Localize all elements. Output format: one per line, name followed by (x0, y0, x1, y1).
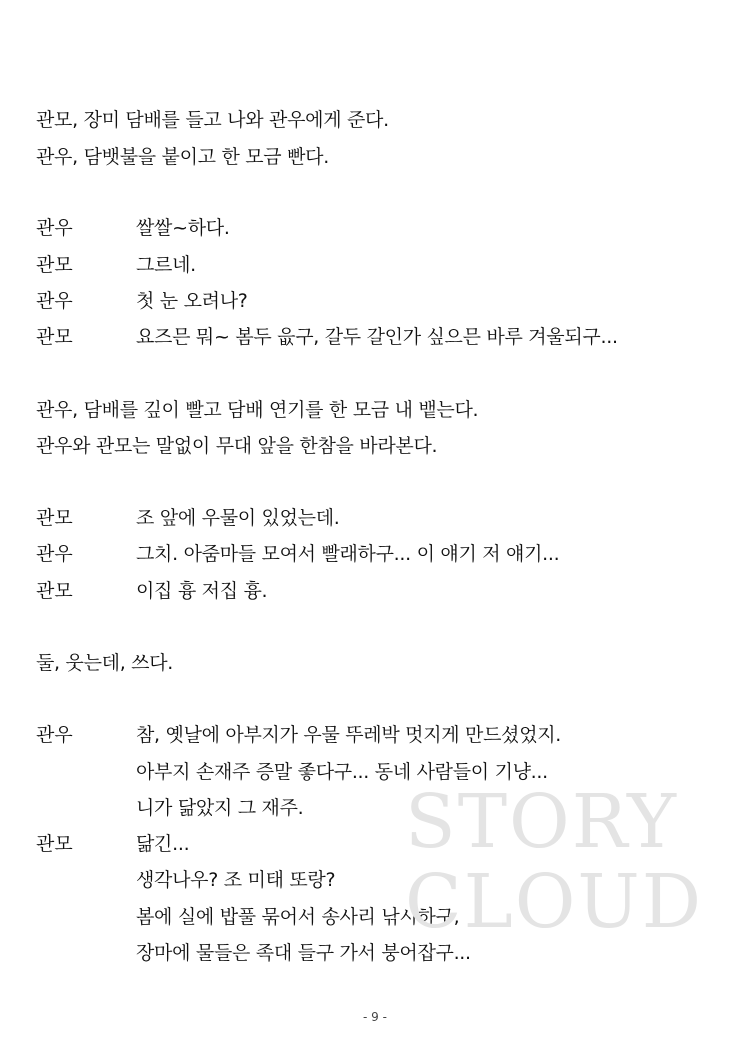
speaker-name: 관우 (36, 217, 73, 239)
watermark-line: CLOUD (405, 859, 704, 945)
stage-direction: 관모, 장미 담배를 들고 나와 관우에게 준다. (36, 109, 389, 131)
dialogue-line: 조 앞에 우물이 있었는데. (136, 507, 340, 529)
speaker-name: 관우 (36, 724, 73, 746)
dialogue-line: 그르네. (136, 254, 196, 276)
speaker-name: 관우 (36, 290, 73, 312)
dialogue-line: 생각나우? 조 미태 또랑? (136, 869, 336, 891)
dialogue-line: 장마에 물들은 족대 들구 가서 붕어잡구... (136, 942, 471, 964)
speaker-name: 관모 (36, 254, 73, 276)
speaker-name: 관모 (36, 326, 73, 348)
speaker-name: 관모 (36, 507, 73, 529)
speaker-name: 관우 (36, 543, 73, 565)
stage-direction: 관우, 담배를 깊이 빨고 담배 연기를 한 모금 내 뱉는다. (36, 399, 479, 421)
dialogue-line: 이집 흉 저집 흉. (136, 580, 268, 602)
stage-direction: 둘, 웃는데, 쓰다. (36, 652, 174, 674)
speaker-name: 관모 (36, 833, 73, 855)
dialogue-line: 참, 옛날에 아부지가 우물 뚜레박 멋지게 만드셨었지. (136, 724, 562, 746)
dialogue-line: 아부지 손재주 증말 좋다구... 동네 사람들이 기냥... (136, 761, 548, 783)
page-number: - 9 - (363, 1010, 387, 1024)
dialogue-line: 닮긴... (136, 833, 190, 855)
dialogue-line: 쌀쌀~하다. (136, 217, 230, 239)
speaker-name: 관모 (36, 580, 73, 602)
dialogue-line: 그치. 아줌마들 모여서 빨래하구... 이 얘기 저 얘기... (136, 543, 560, 565)
stage-direction: 관우, 담뱃불을 붙이고 한 모금 빤다. (36, 146, 329, 168)
stage-direction: 관우와 관모는 말없이 무대 앞을 한참을 바라본다. (36, 435, 438, 457)
dialogue-line: 봄에 실에 밥풀 묶어서 송사리 낚시하구, (136, 906, 460, 928)
dialogue-line: 요즈믄 뭐~ 봄두 읎구, 갈두 갈인가 싶으믄 바루 겨울되구... (136, 326, 618, 348)
watermark-line: STORY (405, 779, 679, 865)
dialogue-line: 니가 닮았지 그 재주. (136, 797, 304, 819)
dialogue-line: 첫 눈 오려나? (136, 290, 248, 312)
